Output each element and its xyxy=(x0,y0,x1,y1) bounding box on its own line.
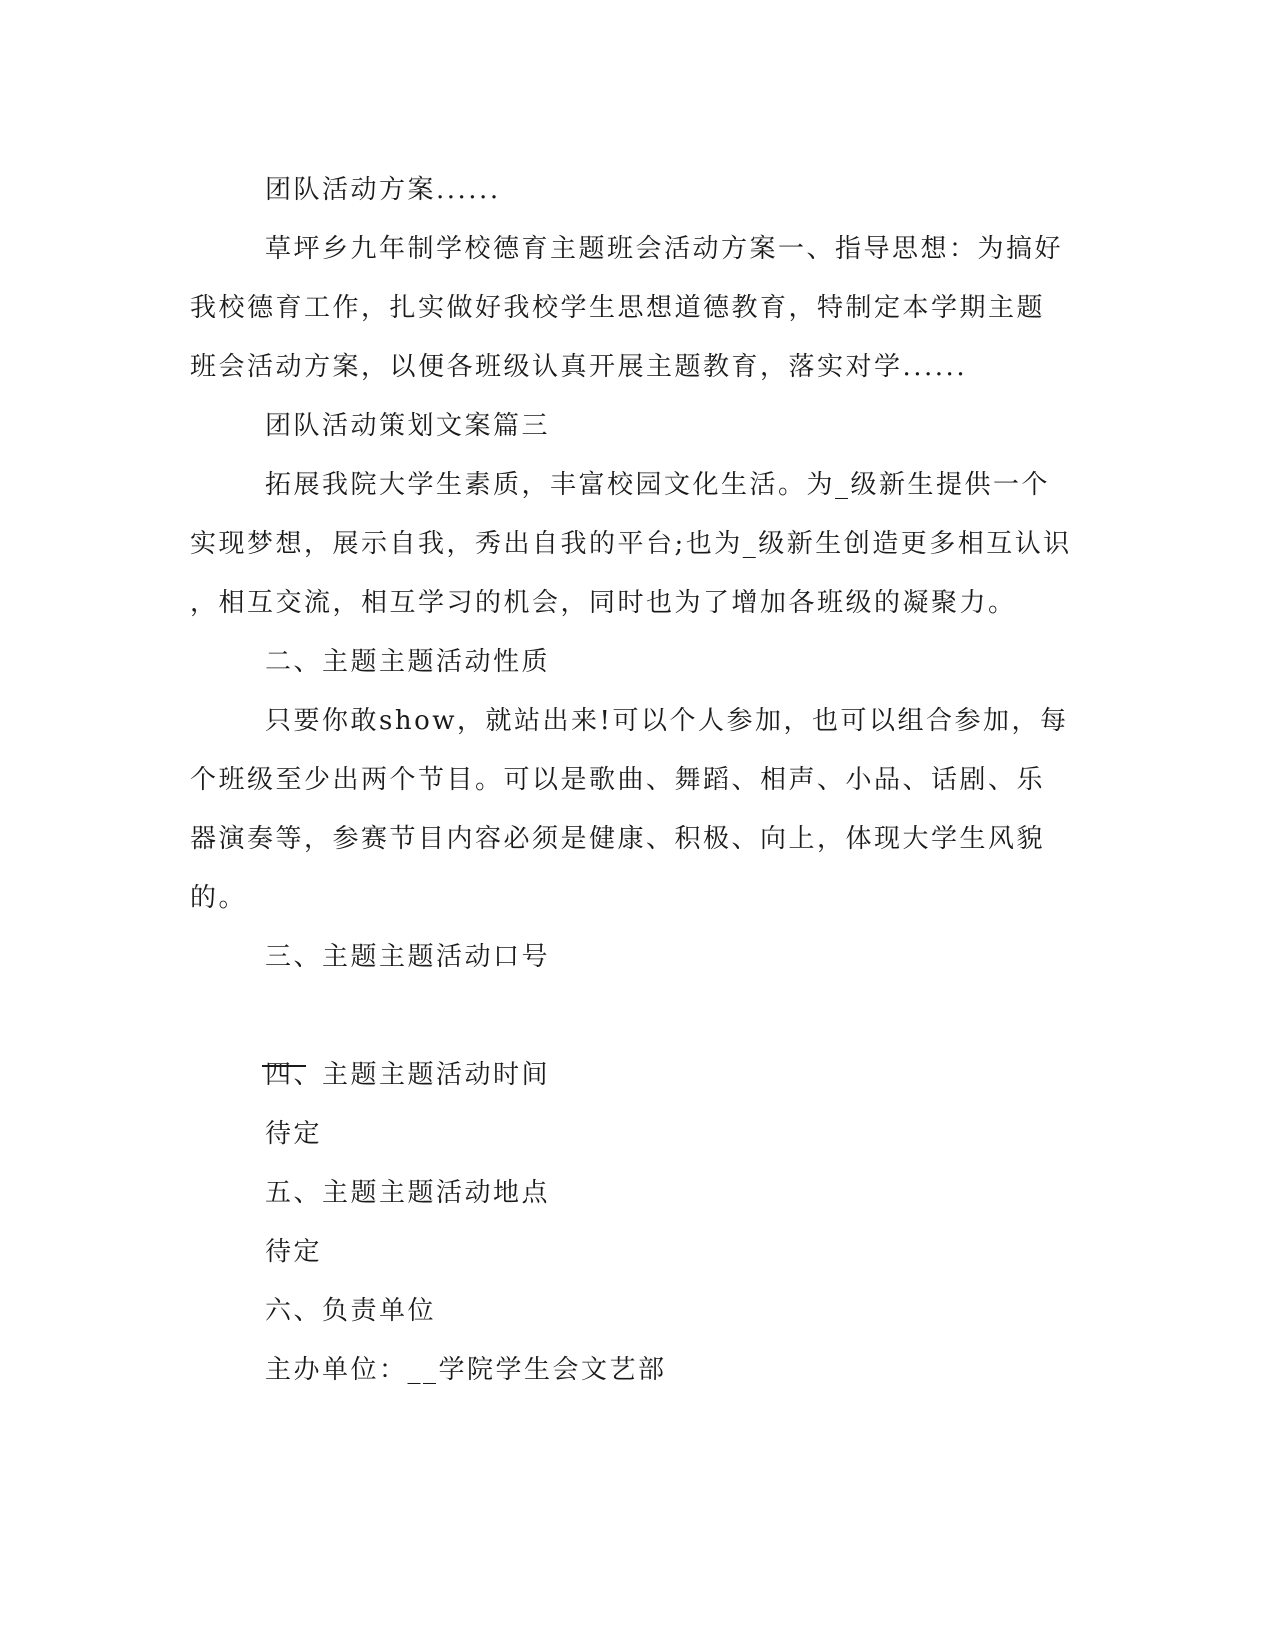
section-heading: 二、主题主题活动性质 xyxy=(265,647,551,677)
paragraph-line: 团队活动方案...... xyxy=(265,175,501,205)
section-heading: 三、主题主题活动口号 xyxy=(265,942,551,972)
paragraph-line: 实现梦想，展示自我，秀出自我的平台;也为_级新生创造更多相互认识 xyxy=(190,529,1072,559)
paragraph-line: ，相互交流，相互学习的机会，同时也为了增加各班级的凝聚力。 xyxy=(190,588,1017,618)
paragraph-line: 主办单位：__学院学生会文艺部 xyxy=(265,1355,667,1385)
section-heading: 六、负责单位 xyxy=(265,1296,437,1326)
paragraph-line: 个班级至少出两个节目。可以是歌曲、舞蹈、相声、小品、话剧、乐 xyxy=(190,765,1046,795)
paragraph-line: 只要你敢show，就站出来!可以个人参加，也可以组合参加，每 xyxy=(265,706,1069,736)
section-heading: 五、主题主题活动地点 xyxy=(265,1178,551,1208)
paragraph-line: 拓展我院大学生素质，丰富校园文化生活。为_级新生提供一个 xyxy=(265,470,1051,500)
paragraph-line: 班会活动方案，以便各班级认真开展主题教育，落实对学...... xyxy=(190,352,968,382)
paragraph-line: 草坪乡九年制学校德育主题班会活动方案一、指导思想：为搞好 xyxy=(265,234,1064,264)
paragraph-line: 我校德育工作，扎实做好我校学生思想道德教育，特制定本学期主题 xyxy=(190,293,1046,323)
paragraph-line: 的。 xyxy=(190,883,248,913)
section-heading: 团队活动策划文案篇三 xyxy=(265,411,551,441)
section-heading: 四、主题主题活动时间 xyxy=(265,1060,551,1090)
paragraph-line: 待定 xyxy=(265,1237,323,1267)
paragraph-line: 待定 xyxy=(265,1119,323,1149)
paragraph-line: 器演奏等，参赛节目内容必须是健康、积极、向上，体现大学生风貌 xyxy=(190,824,1046,854)
